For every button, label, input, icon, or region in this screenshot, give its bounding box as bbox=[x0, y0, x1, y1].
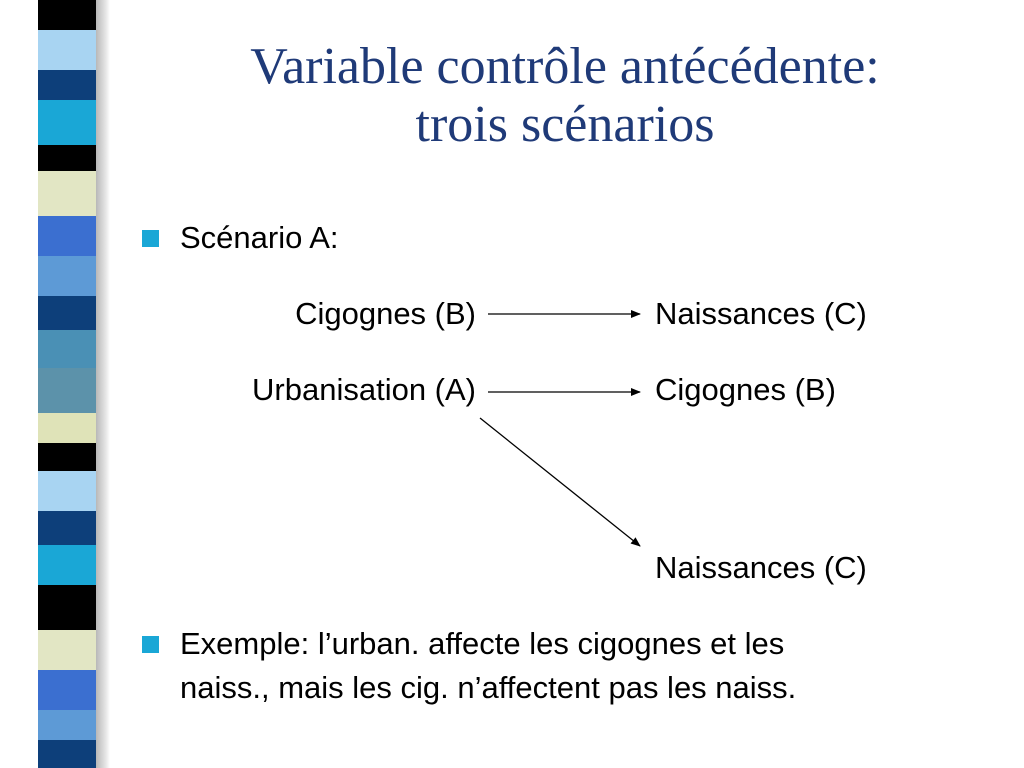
slide-title bbox=[130, 38, 1000, 154]
stripe-block bbox=[38, 70, 96, 100]
stripe-block bbox=[38, 545, 96, 585]
stripe-block bbox=[38, 630, 96, 670]
title-line-1: Variable contrôle antécédente: bbox=[250, 38, 880, 95]
stripe-block bbox=[38, 171, 96, 216]
stripe-block bbox=[38, 145, 96, 171]
stripe-block bbox=[38, 740, 96, 768]
bullet-text-line-1: Exemple: l’urban. affecte les cigognes et les bbox=[180, 626, 785, 661]
stripe-block bbox=[38, 585, 96, 630]
diagram-row3-to: Naissances (C) bbox=[655, 550, 867, 585]
stripe-block bbox=[38, 710, 96, 740]
diagram-row2-from: Urbanisation (A) bbox=[252, 372, 476, 407]
stripe-block bbox=[38, 330, 96, 368]
stripe-block bbox=[38, 256, 96, 296]
stripe-block bbox=[38, 471, 96, 511]
stripe-shadow bbox=[96, 0, 110, 768]
stripe-block bbox=[38, 100, 96, 145]
stripe-block bbox=[38, 511, 96, 545]
stripe-block bbox=[38, 368, 96, 413]
title-line-2: trois scénarios bbox=[415, 96, 715, 153]
stripe-block bbox=[38, 413, 96, 443]
diagram-row2-to: Cigognes (B) bbox=[655, 372, 836, 407]
stripe-block bbox=[38, 216, 96, 256]
square-bullet-icon bbox=[142, 636, 159, 653]
arrow-diagonal bbox=[480, 418, 640, 546]
stripe-block bbox=[38, 296, 96, 330]
square-bullet-icon bbox=[142, 230, 159, 247]
diagram-row1-from: Cigognes (B) bbox=[295, 296, 476, 331]
stripe-block bbox=[38, 670, 96, 710]
bullet-text: Scénario A: bbox=[180, 220, 339, 255]
bullet-text-line-2: naiss., mais les cig. n’affectent pas les naiss. bbox=[180, 670, 797, 705]
diagram-row1-to: Naissances (C) bbox=[655, 296, 867, 331]
stripe-block bbox=[38, 443, 96, 471]
stripe-block bbox=[38, 0, 96, 30]
stripe-block bbox=[38, 30, 96, 70]
decorative-stripe-column bbox=[38, 0, 96, 768]
